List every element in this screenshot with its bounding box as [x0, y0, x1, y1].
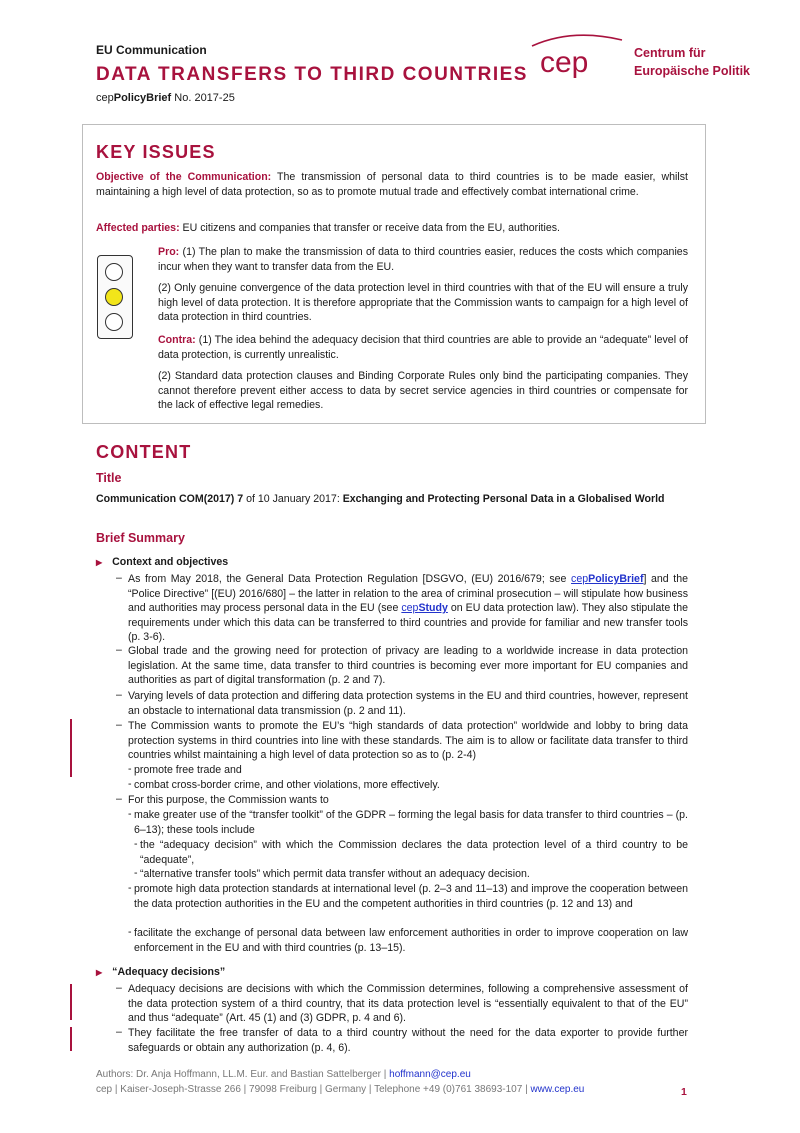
context-item-5: For this purpose, the Commission wants to — [128, 794, 329, 806]
communication-title: Communication COM(2017) 7 of 10 January 2017: Exchanging and Protecting Personal Data in a Globalised World — [96, 493, 665, 505]
dash-marker: – — [116, 982, 122, 994]
website-link[interactable]: www.cep.eu — [530, 1084, 585, 1095]
context-item-4b: combat cross-border crime, and other violations, more effectively. — [134, 779, 440, 791]
organization-name: Centrum für Europäische Politik — [634, 46, 751, 78]
dash-marker: – — [116, 1026, 122, 1038]
triangle-bullet-icon: ▶ — [96, 968, 103, 977]
page-number: 1 — [681, 1086, 687, 1098]
adequacy-item-2: They facilitate the free transfer of data to a third country without the need for the data exporter to provide further safeguards or obtain any authorization (p. 4, 6). — [128, 1027, 688, 1054]
context-item-2: Global trade and the growing need for protection of privacy are leading to a worldwide increase in data protection legislation. At the same time, data transfer to third countries is becoming ever more important for EU companies and authorities as part of digital transformation (p. 2 and 7). — [128, 645, 688, 686]
triangle-bullet-icon: ▶ — [96, 558, 103, 567]
change-marker-bar — [70, 1027, 72, 1051]
context-item-5b: promote high data protection standards at international level (p. 2–3 and 11–13) and improve the cooperation between the data protection authorities in the EU and the competent authorities in third countries (p. 12 and 13) and — [134, 883, 688, 910]
title-subheading: Title — [96, 471, 122, 485]
affected-parties-paragraph: Affected parties: EU citizens and companies that transfer or receive data from the EU, authorities. — [96, 222, 560, 234]
sub-dash-marker: - — [128, 808, 132, 820]
context-item-5c: facilitate the exchange of personal data between law enforcement authorities in order to improve cooperation on law enforcement in the EU and with third countries (p. 13–15). — [134, 927, 688, 954]
green-lamp — [105, 313, 123, 331]
context-item-3: Varying levels of data protection and differing data protection systems in the EU and third countries, however, represent an obstacle to international data transmission (p. 2 and 11). — [128, 690, 688, 717]
study-link[interactable]: cepStudy — [401, 602, 448, 614]
brief-summary-subheading: Brief Summary — [96, 531, 185, 545]
pro-2-paragraph: (2) Only genuine convergence of the data protection level in third countries with that of the EU will ensure a truly high level of data protection. It is therefore appropriate that the Commission wants to campaign for a high level of data protection in third countries. — [158, 282, 688, 323]
document-series: EU Communication — [96, 43, 207, 57]
footer-address: cep | Kaiser-Joseph-Strasse 266 | 79098 Freiburg | Germany | Telephone +49 (0)761 38693-107 | www.cep.eu — [96, 1084, 585, 1095]
footer-authors: Authors: Dr. Anja Hoffmann, LL.M. Eur. and Bastian Sattelberger | hoffmann@cep.eu — [96, 1069, 471, 1080]
key-issues-heading: KEY ISSUES — [96, 142, 216, 162]
change-marker-bar — [70, 984, 72, 1020]
red-lamp — [105, 263, 123, 281]
context-item-1: As from May 2018, the General Data Protection Regulation [DSGVO, (EU) 2016/679; see cepPolicyBrief] and the “Police Directive” [(EU) 2016/680] – the latter in relation to the area of criminal prosecution – will stipulate how business and authorities may process personal data in the EU (see cepStudy on EU data protection law). They also stipulate the requirements under which this data can be transferred to third countries and provide for familiar and new transfer tools (p. 3-6). — [128, 573, 688, 643]
sub-dash-marker: - — [128, 778, 132, 790]
dash-marker: – — [116, 644, 122, 656]
dash-marker: – — [116, 572, 122, 584]
policybrief-link[interactable]: cepPolicyBrief — [571, 573, 644, 585]
context-item-5a: make greater use of the “transfer toolkit” of the GDPR – forming the legal basis for data transfer to third countries – (p. 6–13); these tools include — [134, 809, 688, 836]
email-link[interactable]: hoffmann@cep.eu — [389, 1069, 471, 1080]
dash-marker: – — [116, 793, 122, 805]
dash-marker: – — [116, 689, 122, 701]
sub-dash-marker: - — [134, 867, 138, 879]
traffic-light-icon — [97, 255, 133, 339]
contra-2-paragraph: (2) Standard data protection clauses and Binding Corporate Rules only bind the participating companies. They cannot therefore prevent either access to data by secret service agencies in third countries or compensate for the lack of effective legal remedies. — [158, 370, 688, 411]
pro-1-paragraph: Pro: (1) The plan to make the transmission of data to third countries easier, reduces the costs which companies incur when they want to transfer data from the EU. — [158, 246, 688, 273]
adequacy-bullet: ▶ “Adequacy decisions” — [96, 966, 226, 978]
brief-number: cepPolicyBrief No. 2017-25 — [96, 92, 235, 104]
context-item-5a1: the “adequacy decision” with which the Commission declares the data protection level of a third country to be “adequate”, — [140, 839, 688, 866]
content-heading: CONTENT — [96, 442, 192, 462]
objective-paragraph: Objective of the Communication: The transmission of personal data to third countries is to be made easier, whilst maintaining a high level of data protection, so as to promote mutual trade and effectively combat international crime. — [96, 171, 688, 198]
sub-dash-marker: - — [128, 763, 132, 775]
change-marker-bar — [70, 719, 72, 777]
context-bullet: ▶ Context and objectives — [96, 556, 229, 568]
logo-word: cep — [540, 46, 589, 79]
context-item-5a2: “alternative transfer tools” which permit data transfer without an adequacy decision. — [140, 868, 530, 880]
document-title: DATA TRANSFERS TO THIRD COUNTRIES — [96, 64, 528, 85]
contra-1-paragraph: Contra: (1) The idea behind the adequacy decision that third countries are able to provide an “adequate” level of data protection, is currently unrealistic. — [158, 334, 688, 361]
yellow-lamp — [105, 288, 123, 306]
context-item-4: The Commission wants to promote the EU’s “high standards of data protection” worldwide and lobby to bring data protection systems in third countries into line with these standards. The aim is to allow or facilitate data transfer to third countries whilst maintaining a high level of data protection so as to (p. 2-4) — [128, 720, 688, 761]
sub-dash-marker: - — [128, 882, 132, 894]
dash-marker: – — [116, 719, 122, 731]
adequacy-item-1: Adequacy decisions are decisions with which the Commission determines, following a comprehensive assessment of the data protection system of a third country, that its data protection level is “essentially equivalent to that of the EU” and thus “adequate” (Art. 45 (1) and (3) GDPR, p. 4 and 6). — [128, 983, 688, 1024]
context-item-4a: promote free trade and — [134, 764, 242, 776]
sub-dash-marker: - — [128, 926, 132, 938]
sub-dash-marker: - — [134, 838, 138, 850]
